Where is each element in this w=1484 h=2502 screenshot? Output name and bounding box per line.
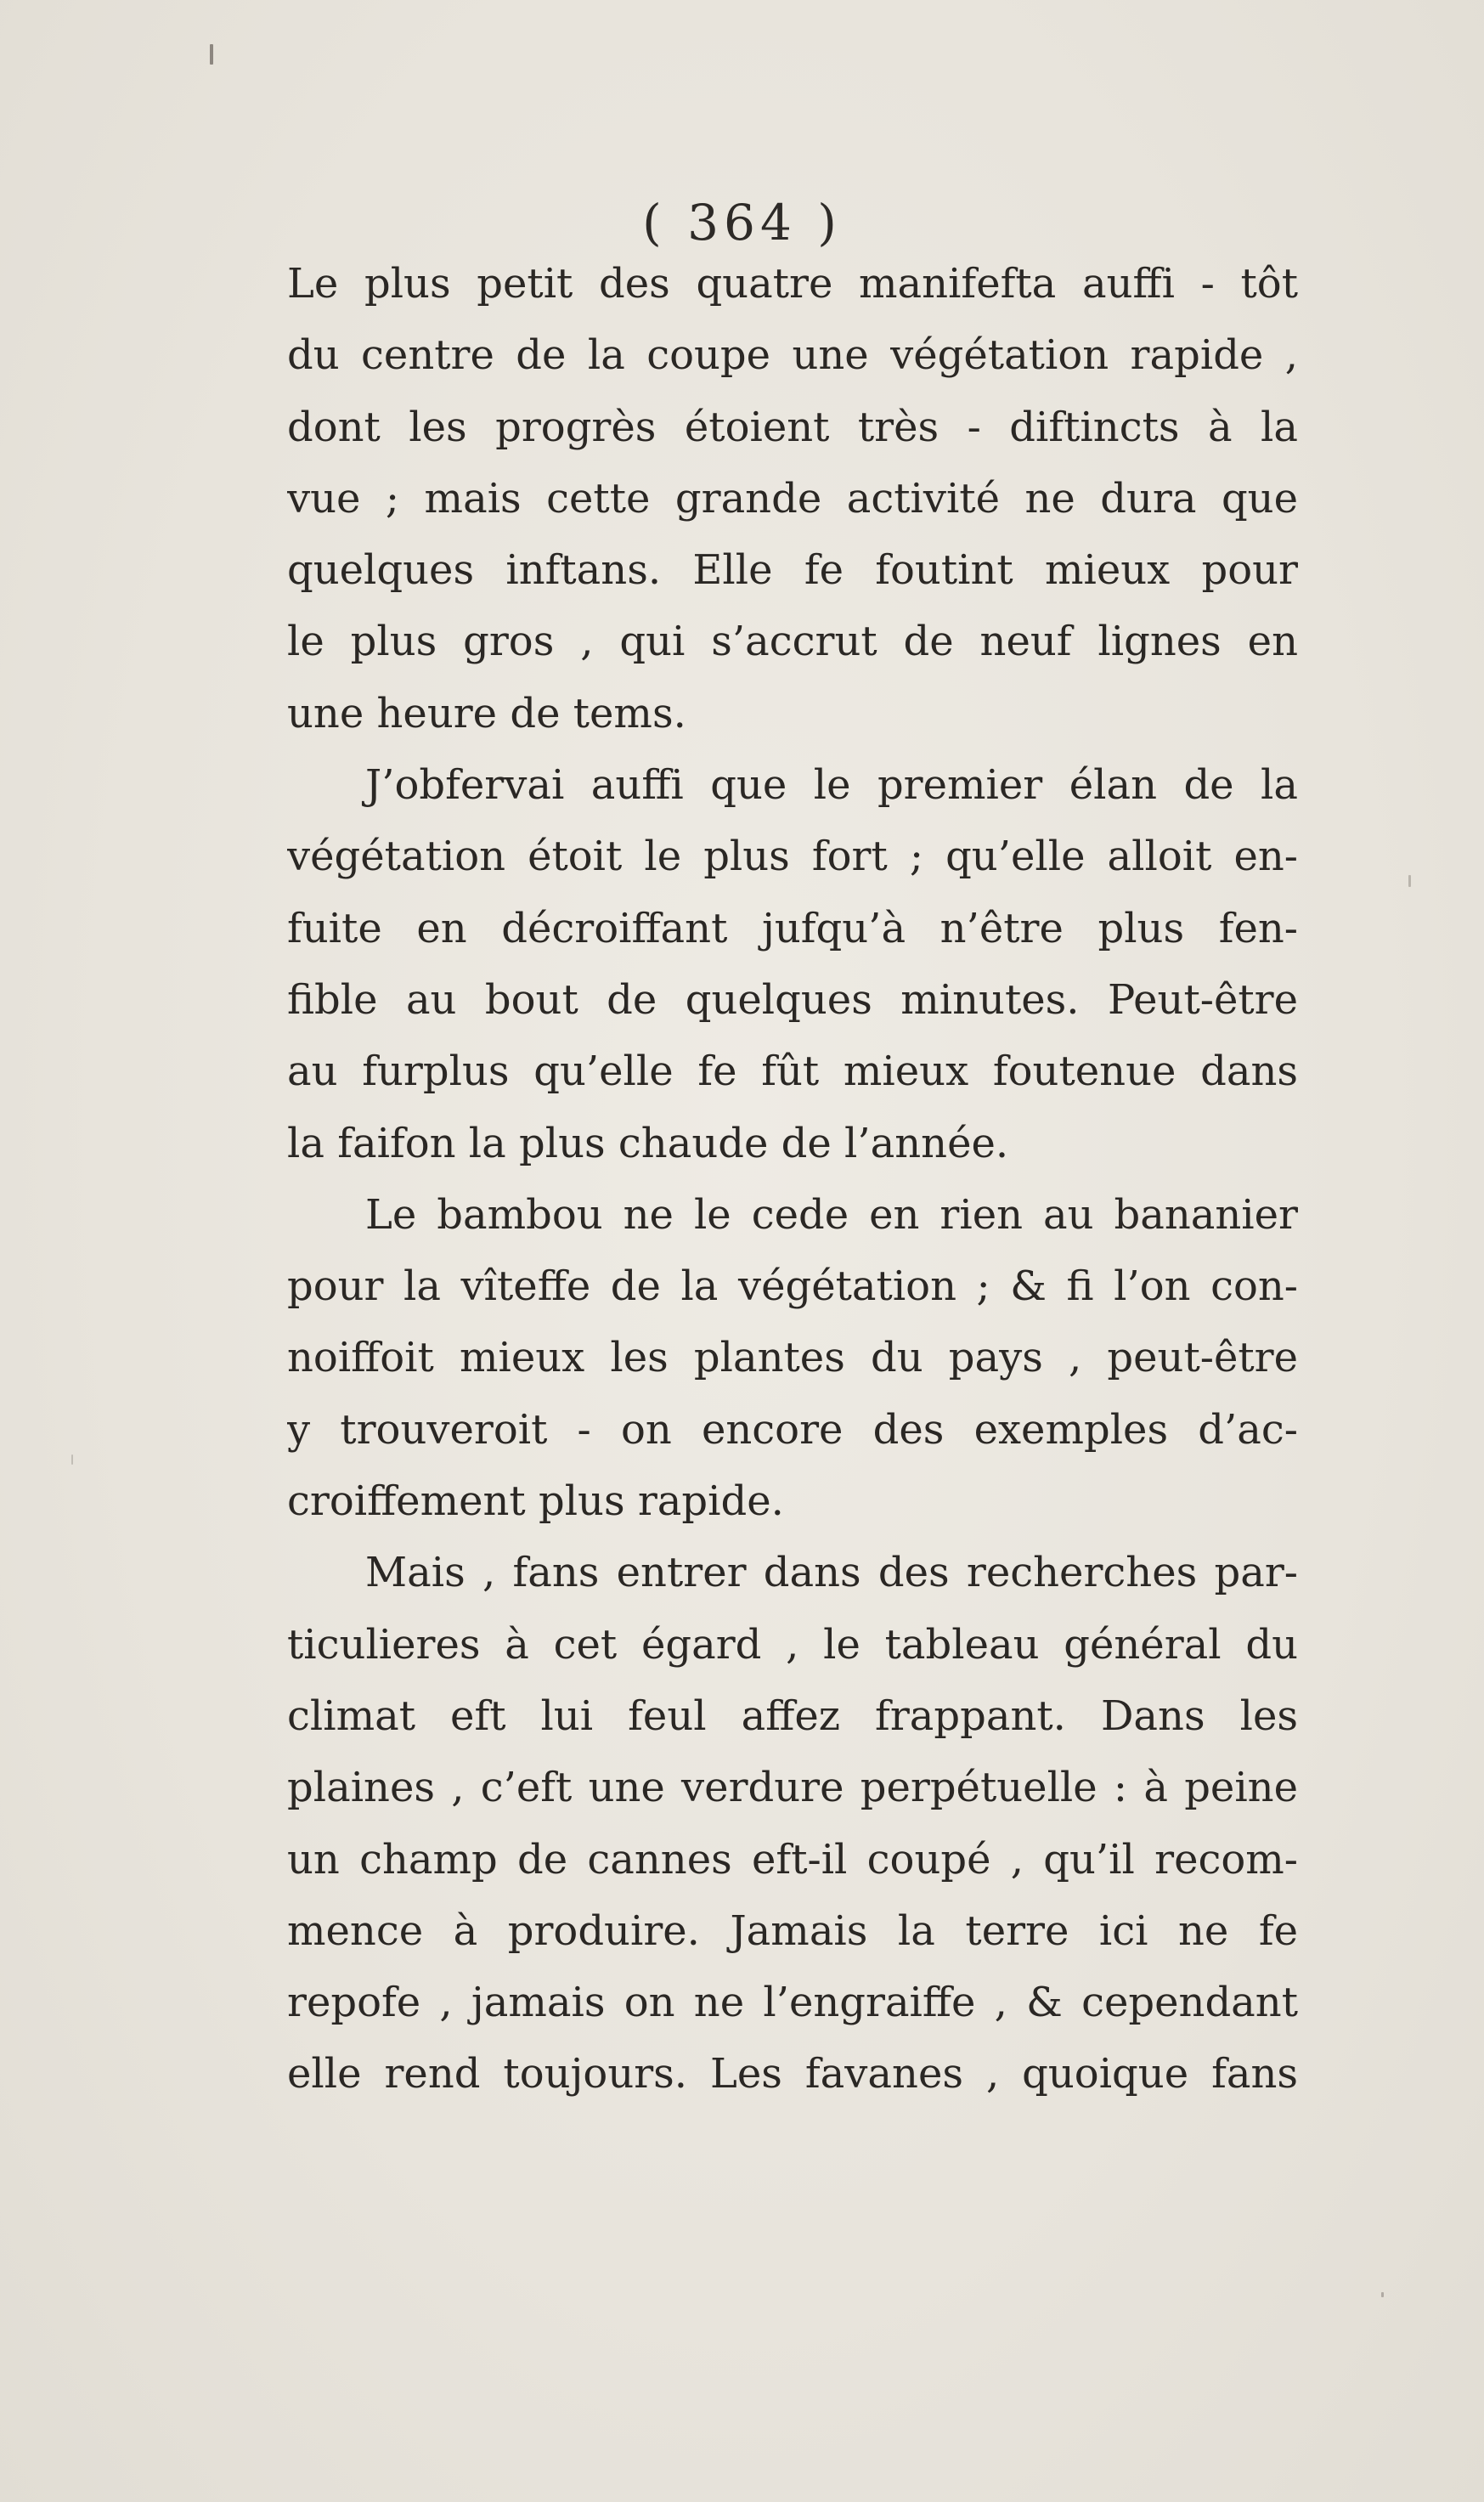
text-line: croiffement plus rapide. [287, 1477, 784, 1526]
text-line: y trouveroit - on encore des exemples d’ac- [287, 1405, 1298, 1454]
text-line: végétation étoit le plus fort ; qu’elle alloit en- [287, 833, 1298, 881]
paper-mark [1381, 2292, 1384, 2297]
text-line: climat eft lui feul affez frappant. Dans les [287, 1692, 1298, 1740]
text-line: ticulieres à cet égard , le tableau général du [287, 1620, 1298, 1669]
text-line: une heure de tems. [287, 689, 686, 737]
page-number: ( 364 ) [642, 194, 842, 251]
text-line: elle rend toujours. Les favanes , quoique fans [287, 2050, 1298, 2098]
paper-mark [71, 1454, 73, 1465]
text-line: plaines , c’eft une verdure perpétuelle : à peine [287, 1764, 1298, 1812]
text-line: au furplus qu’elle fe fût mieux foutenue dans [287, 1048, 1298, 1096]
text-line: un champ de cannes eft-il coupé , qu’il recom- [287, 1835, 1298, 1884]
text-line: la faifon la plus chaude de l’année. [287, 1119, 1009, 1167]
text-line: quelques inftans. Elle fe foutint mieux pour [287, 546, 1298, 595]
text-line: le plus gros , qui s’accrut de neuf lignes en [287, 618, 1298, 666]
text-line: pour la vîteffe de la végétation ; & fi l’on con- [287, 1262, 1298, 1311]
text-line: mence à produire. Jamais la terre ici ne fe [287, 1906, 1298, 1955]
paper-mark [210, 44, 213, 65]
text-line: fuite en décroiffant jufqu’à n’être plus fen- [287, 904, 1298, 952]
text-line: Le bambou ne le cede en rien au bananier [365, 1190, 1298, 1239]
paper-mark [1408, 875, 1411, 887]
text-line: Le plus petit des quatre manifefta auffi - tôt [287, 260, 1298, 308]
text-line: noiffoit mieux les plantes du pays , peut-être [287, 1334, 1298, 1382]
text-line: du centre de la coupe une végétation rapide , [287, 331, 1298, 380]
text-line: dont les progrès étoient très - diftincts à la [287, 403, 1298, 451]
text-line: fible au bout de quelques minutes. Peut-être [287, 975, 1298, 1024]
text-line: repofe , jamais on ne l’engraiffe , & cependant [287, 1979, 1298, 2027]
text-line: vue ; mais cette grande activité ne dura que [287, 474, 1298, 522]
text-line: J’obfervai auffi que le premier élan de la [365, 761, 1298, 810]
body-text [287, 248, 1298, 2110]
text-line: Mais , fans entrer dans des recherches par- [365, 1549, 1298, 1597]
